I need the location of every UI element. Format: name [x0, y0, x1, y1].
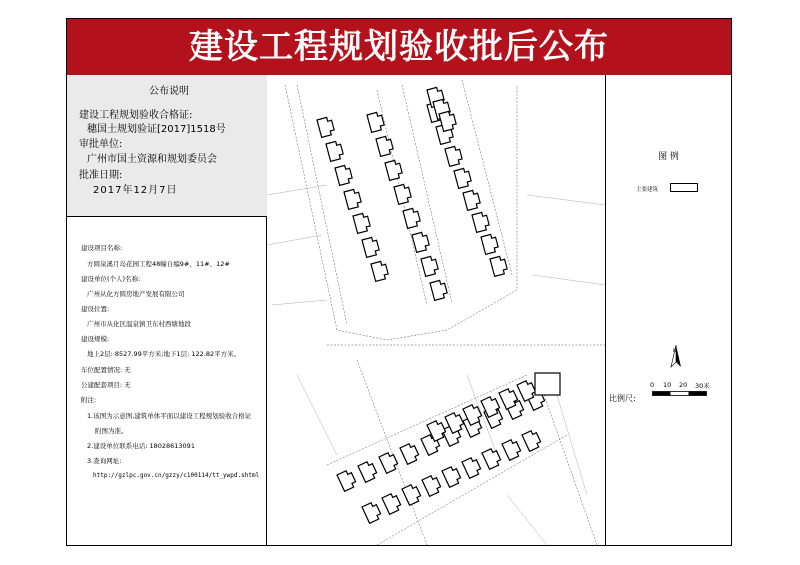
building-outline: [317, 116, 335, 137]
page-title: 建设工程规划验收批后公布: [67, 19, 731, 75]
building-outline: [454, 167, 472, 188]
cert-number: 穗国土规划验证[2017]1518号: [87, 124, 226, 135]
building-outline: [362, 236, 380, 257]
building-outline: [402, 483, 422, 505]
applicant: 广州从化方圆房地产发展有限公司: [87, 290, 185, 298]
project-name-label: 建设项目名称:: [81, 244, 123, 252]
building-outline: [400, 442, 420, 464]
unit-label: 审批单位:: [79, 139, 123, 150]
building-outline: [353, 212, 371, 233]
building-outline: [337, 469, 357, 491]
unit-value: 广州市国土资源和规划委员会: [87, 154, 217, 165]
building-outline: [358, 460, 378, 482]
building-outline: [490, 255, 508, 276]
applicant-label: 建设单位(个人)名称:: [81, 275, 141, 283]
note-1: 1.该图为示意图,建筑单体平面以建设工程规划验收合格证: [87, 412, 252, 420]
building-outline: [430, 279, 448, 300]
building-outline: [385, 159, 403, 180]
building-scale: 地上2层: 8527.99平方米;地下1层: 122.82平方米。: [87, 350, 241, 358]
building-outline: [481, 233, 499, 254]
notice-sheet: [66, 18, 732, 546]
info-panel: [67, 75, 267, 545]
building-outline: [394, 183, 412, 204]
scale-bar: [652, 391, 707, 396]
building-outline: [463, 189, 481, 210]
building-outline: [379, 451, 399, 473]
scale-tick-20: 20: [679, 381, 688, 389]
legend-title: 图 例: [658, 152, 679, 162]
scale-label: 比例尺:: [609, 394, 636, 403]
north-arrow-icon: [670, 343, 682, 371]
note-2: 2.建设单位联系电话: 18028613091: [87, 442, 195, 450]
scale-tick-30: 30米: [695, 382, 710, 390]
facilities: 公建配套项目: 无: [81, 381, 131, 389]
svg-text:N: N: [673, 348, 676, 353]
notice-box: [67, 75, 267, 217]
legend-item-label: 主要建筑: [636, 187, 659, 193]
building-outline: [382, 492, 402, 514]
query-url: http://gzlpc.gov.cn/gzzy/c100114/tt_ywpd.shtml: [93, 472, 260, 479]
note-1-cont: 附图为准。: [95, 427, 128, 435]
building-outline: [335, 164, 353, 185]
building-outline: [344, 188, 362, 209]
cert-label: 建设工程规划验收合格证:: [79, 110, 193, 121]
legend-panel: [606, 75, 731, 545]
notice-heading: 公布说明: [149, 86, 189, 97]
site-plan: [267, 75, 606, 545]
project-name: 方圆泉溪月岛花园工程48幢自编9#、11#、12#: [87, 260, 230, 268]
site-plan-drawing: [267, 75, 606, 545]
building-outline: [482, 447, 502, 469]
building-outline: [462, 456, 482, 478]
scale-label: 建设规模:: [81, 335, 110, 343]
note-3: 3.查询网址:: [87, 457, 122, 465]
building-outline: [371, 260, 389, 281]
building-outline: [422, 474, 442, 496]
building-outline: [421, 255, 439, 276]
location-label: 建设位置:: [81, 305, 110, 313]
building-outline: [522, 429, 542, 451]
building-outline: [326, 140, 344, 161]
location: 广州市从化区温泉镇卫东村西塘地段: [87, 320, 191, 328]
scale-tick-10: 10: [663, 381, 672, 389]
building-outline: [502, 438, 522, 460]
notes-label: 附注:: [81, 396, 97, 404]
building-outline: [403, 207, 421, 228]
building-outline: [412, 231, 430, 252]
building-outline: [445, 145, 463, 166]
parking: 车位配置情况: 无: [81, 366, 131, 374]
scale-tick-0: 0: [650, 381, 655, 389]
building-outline: [362, 501, 382, 523]
building-outline: [442, 465, 462, 487]
date-label: 批准日期:: [79, 170, 123, 181]
date-value: 2017年12月7日: [93, 185, 178, 196]
building-outline: [472, 211, 490, 232]
legend-swatch: [670, 183, 698, 192]
